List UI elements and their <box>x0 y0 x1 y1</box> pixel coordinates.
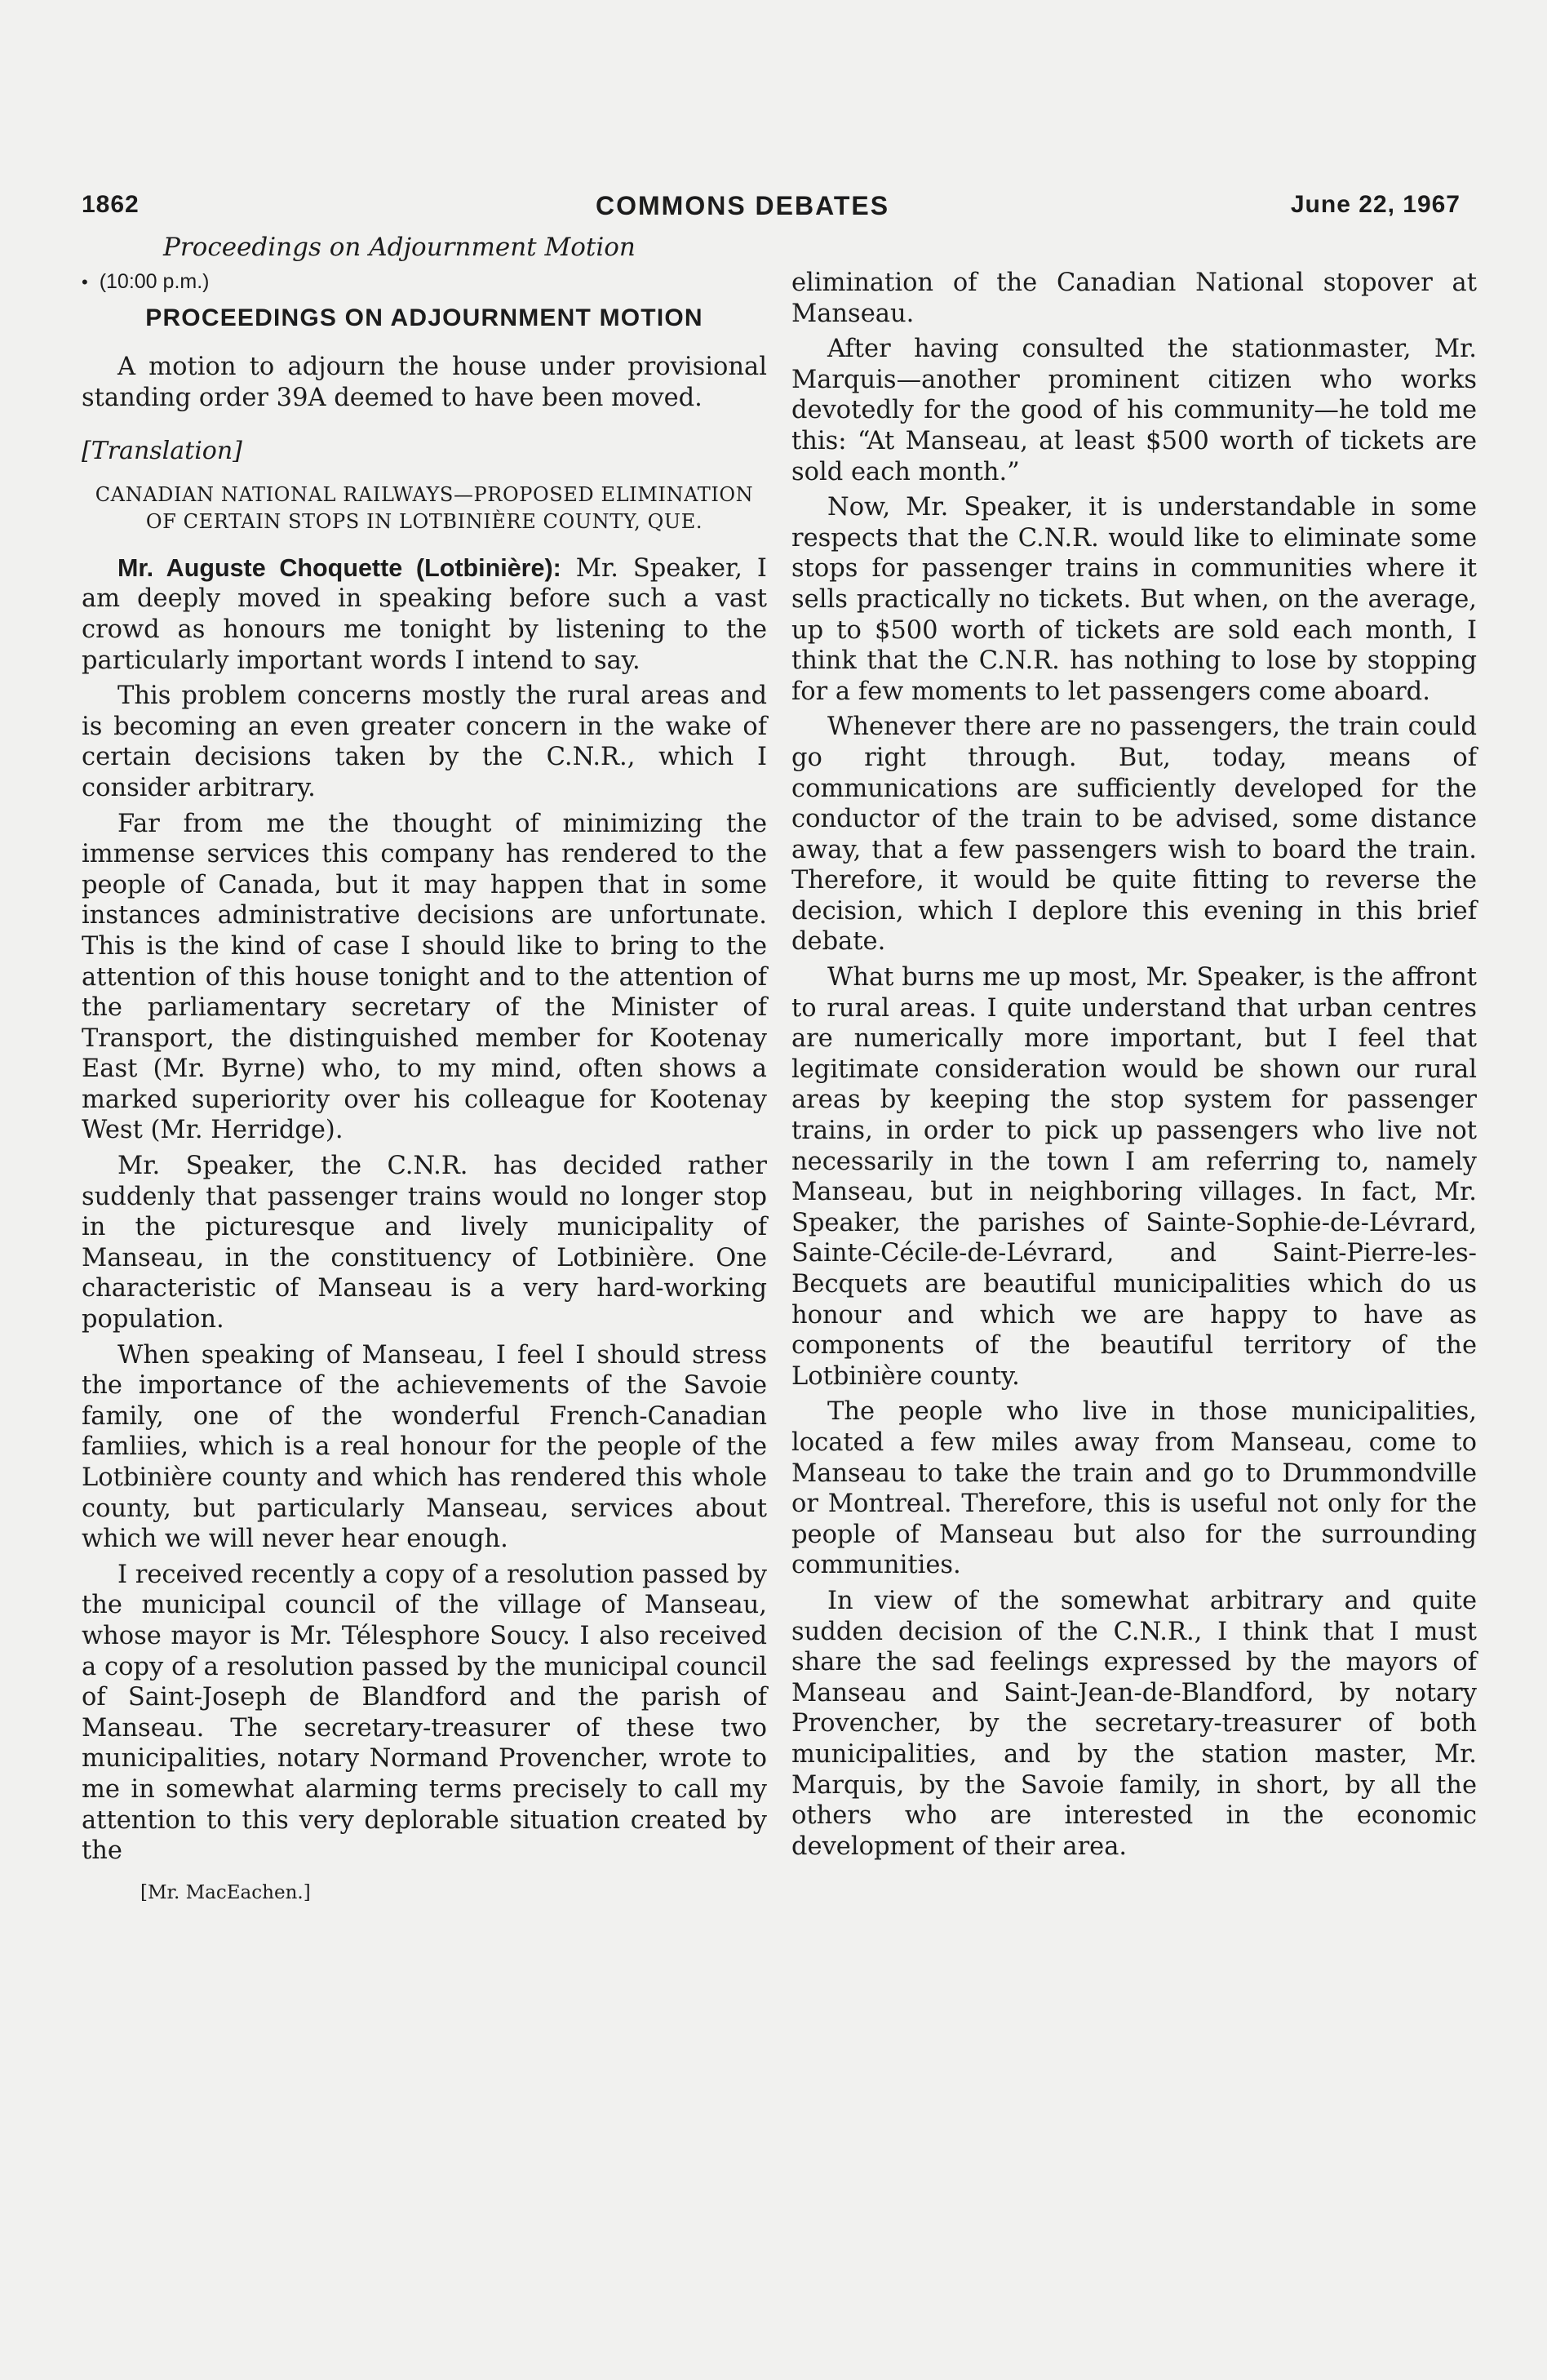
paragraph <box>82 553 767 676</box>
paragraph: Whenever there are no passengers, the train could go right through. But, today, means of communications are sufficiently developed for the conductor of the train to be advised, some distance away, that a few passengers wish to board the train. Therefore, it would be quite fitting to reverse the decision, which I deplore this evening in this brief debate. <box>791 713 1477 957</box>
paragraph: Mr. Speaker, the C.N.R. has decided rather suddenly that passenger trains would no longer stop in the picturesque and lively municipality of Manseau, in the constituency of Lotbinière. One characteristic of Manseau is a very hard-working population. <box>82 1152 767 1334</box>
subject-title: CANADIAN NATIONAL RAILWAYS—PROPOSED ELIMINATION OF CERTAIN STOPS IN LOTBINIÈRE COUNTY, QUE. <box>95 482 754 533</box>
paragraph: After having consulted the stationmaster, Mr. Marquis—another prominent citizen who works devotedly for the good of his community—he told me this: “At Manseau, at least $500 worth of tickets are sold each month.” <box>791 335 1477 486</box>
left-column <box>82 230 767 1908</box>
time-stamp <box>82 268 767 296</box>
time-text: (10:00 p.m.) <box>99 270 210 293</box>
translation-text: [Translation] <box>82 437 242 466</box>
speaker-name: Mr. Auguste Choquette (Lotbinière): <box>117 553 561 582</box>
paragraph: Now, Mr. Speaker, it is understandable in some respects that the C.N.R. would like to eliminate some stops for passenger trains in communities where it sells practically no tickets. But when, on the average, up to $500 worth of tickets are sold each month, I think that the C.N.R. has nothing to lose by stopping for a few moments to let passengers come aboard. <box>791 493 1477 706</box>
page-number: 1862 <box>82 191 140 218</box>
bullet-icon: • <box>82 272 88 292</box>
running-head: Proceedings on Adjournment Motion <box>163 233 636 262</box>
section-title: PROCEEDINGS ON ADJOURNMENT MOTION <box>145 304 703 331</box>
page-date: June 22, 1967 <box>1290 191 1461 218</box>
paragraph: In view of the somewhat arbitrary and quite sudden decision of the C.N.R., I think that I must share the sad feelings expressed by the mayors of Manseau and Saint-Jean-de-Blandford, by notary Provencher, by the secretary-treasurer of both municipalities, and by the station master, Mr. Marquis, by the Savoie family, in short, by all the others who are interested in the economic development of their area. <box>791 1586 1477 1861</box>
translation-label <box>82 436 767 467</box>
motion-paragraph: A motion to adjourn the house under provisional standing order 39A deemed to have been moved. <box>82 353 767 412</box>
paragraph: The people who live in those municipalities, located a few miles away from Manseau, come to Manseau to take the train and go to Drummondville or Montreal. Therefore, this is useful not only for the people of Manseau but also for the surrounding communities. <box>791 1397 1477 1580</box>
right-column <box>791 268 1477 1867</box>
paragraph: Far from me the thought of minimizing the immense services this company has rendered to the people of Canada, but it may happen that in some instances administrative decisions are unfortunate. This is the kind of case I should like to bring to the attention of this house tonight and to the attention of the parliamentary secretary of the Minister of Transport, the distinguished member for Kootenay East (Mr. Byrne) who, to my mind, often shows a marked superiority over his colleague for Kootenay West (Mr. Herridge). <box>82 809 767 1145</box>
paragraph: This problem concerns mostly the rural areas and is becoming an even greater concern in the wake of certain decisions taken by the C.N.R., which I consider arbitrary. <box>82 682 767 802</box>
paragraph: elimination of the Canadian National stopover at Manseau. <box>791 269 1477 328</box>
paragraph: I received recently a copy of a resolution passed by the municipal council of the village of Manseau, whose mayor is Mr. Télesphore Soucy. I also received a copy of a resolution passed by the municipal council of Saint-Joseph de Blandford and the parish of Manseau. The secretary-treasurer of these two municipalities, notary Normand Provencher, wrote to me in somewhat alarming terms precisely to call my attention to this very deplorable situation created by the <box>82 1560 767 1866</box>
paragraph-text: Mr. Speaker, I am deeply moved in speaking before such a vast crowd as honours me tonight by listening to the particularly important words I intend to say. <box>82 553 767 675</box>
footer-reference: [Mr. MacEachen.] <box>140 1881 311 1903</box>
publication-title: COMMONS DEBATES <box>596 191 890 220</box>
paragraph: When speaking of Manseau, I feel I should stress the importance of the achievements of the Savoie family, one of the wonderful French-Canadian famliies, which is a real honour for the people of the Lotbinière county and which has rendered this whole county, but particularly Manseau, services about which we will never hear enough. <box>82 1340 767 1554</box>
page-header <box>82 191 1461 233</box>
paragraph: What burns me up most, Mr. Speaker, is the affront to rural areas. I quite understand that urban centres are numerically more important, but I feel that legitimate consideration would be shown our rural areas by keeping the stop system for passenger trains, in order to pick up passengers who live not necessarily in the town I am referring to, namely Manseau, but in neighboring villages. In fact, Mr. Speaker, the parishes of Sainte-Sophie-de-Lévrard, Sainte-Cécile-de-Lévrard, and Saint-Pierre-les-Becquets are beautiful municipalities which do us honour and which we are happy to have as components of the beautiful territory of the Lotbinière county. <box>791 963 1477 1391</box>
